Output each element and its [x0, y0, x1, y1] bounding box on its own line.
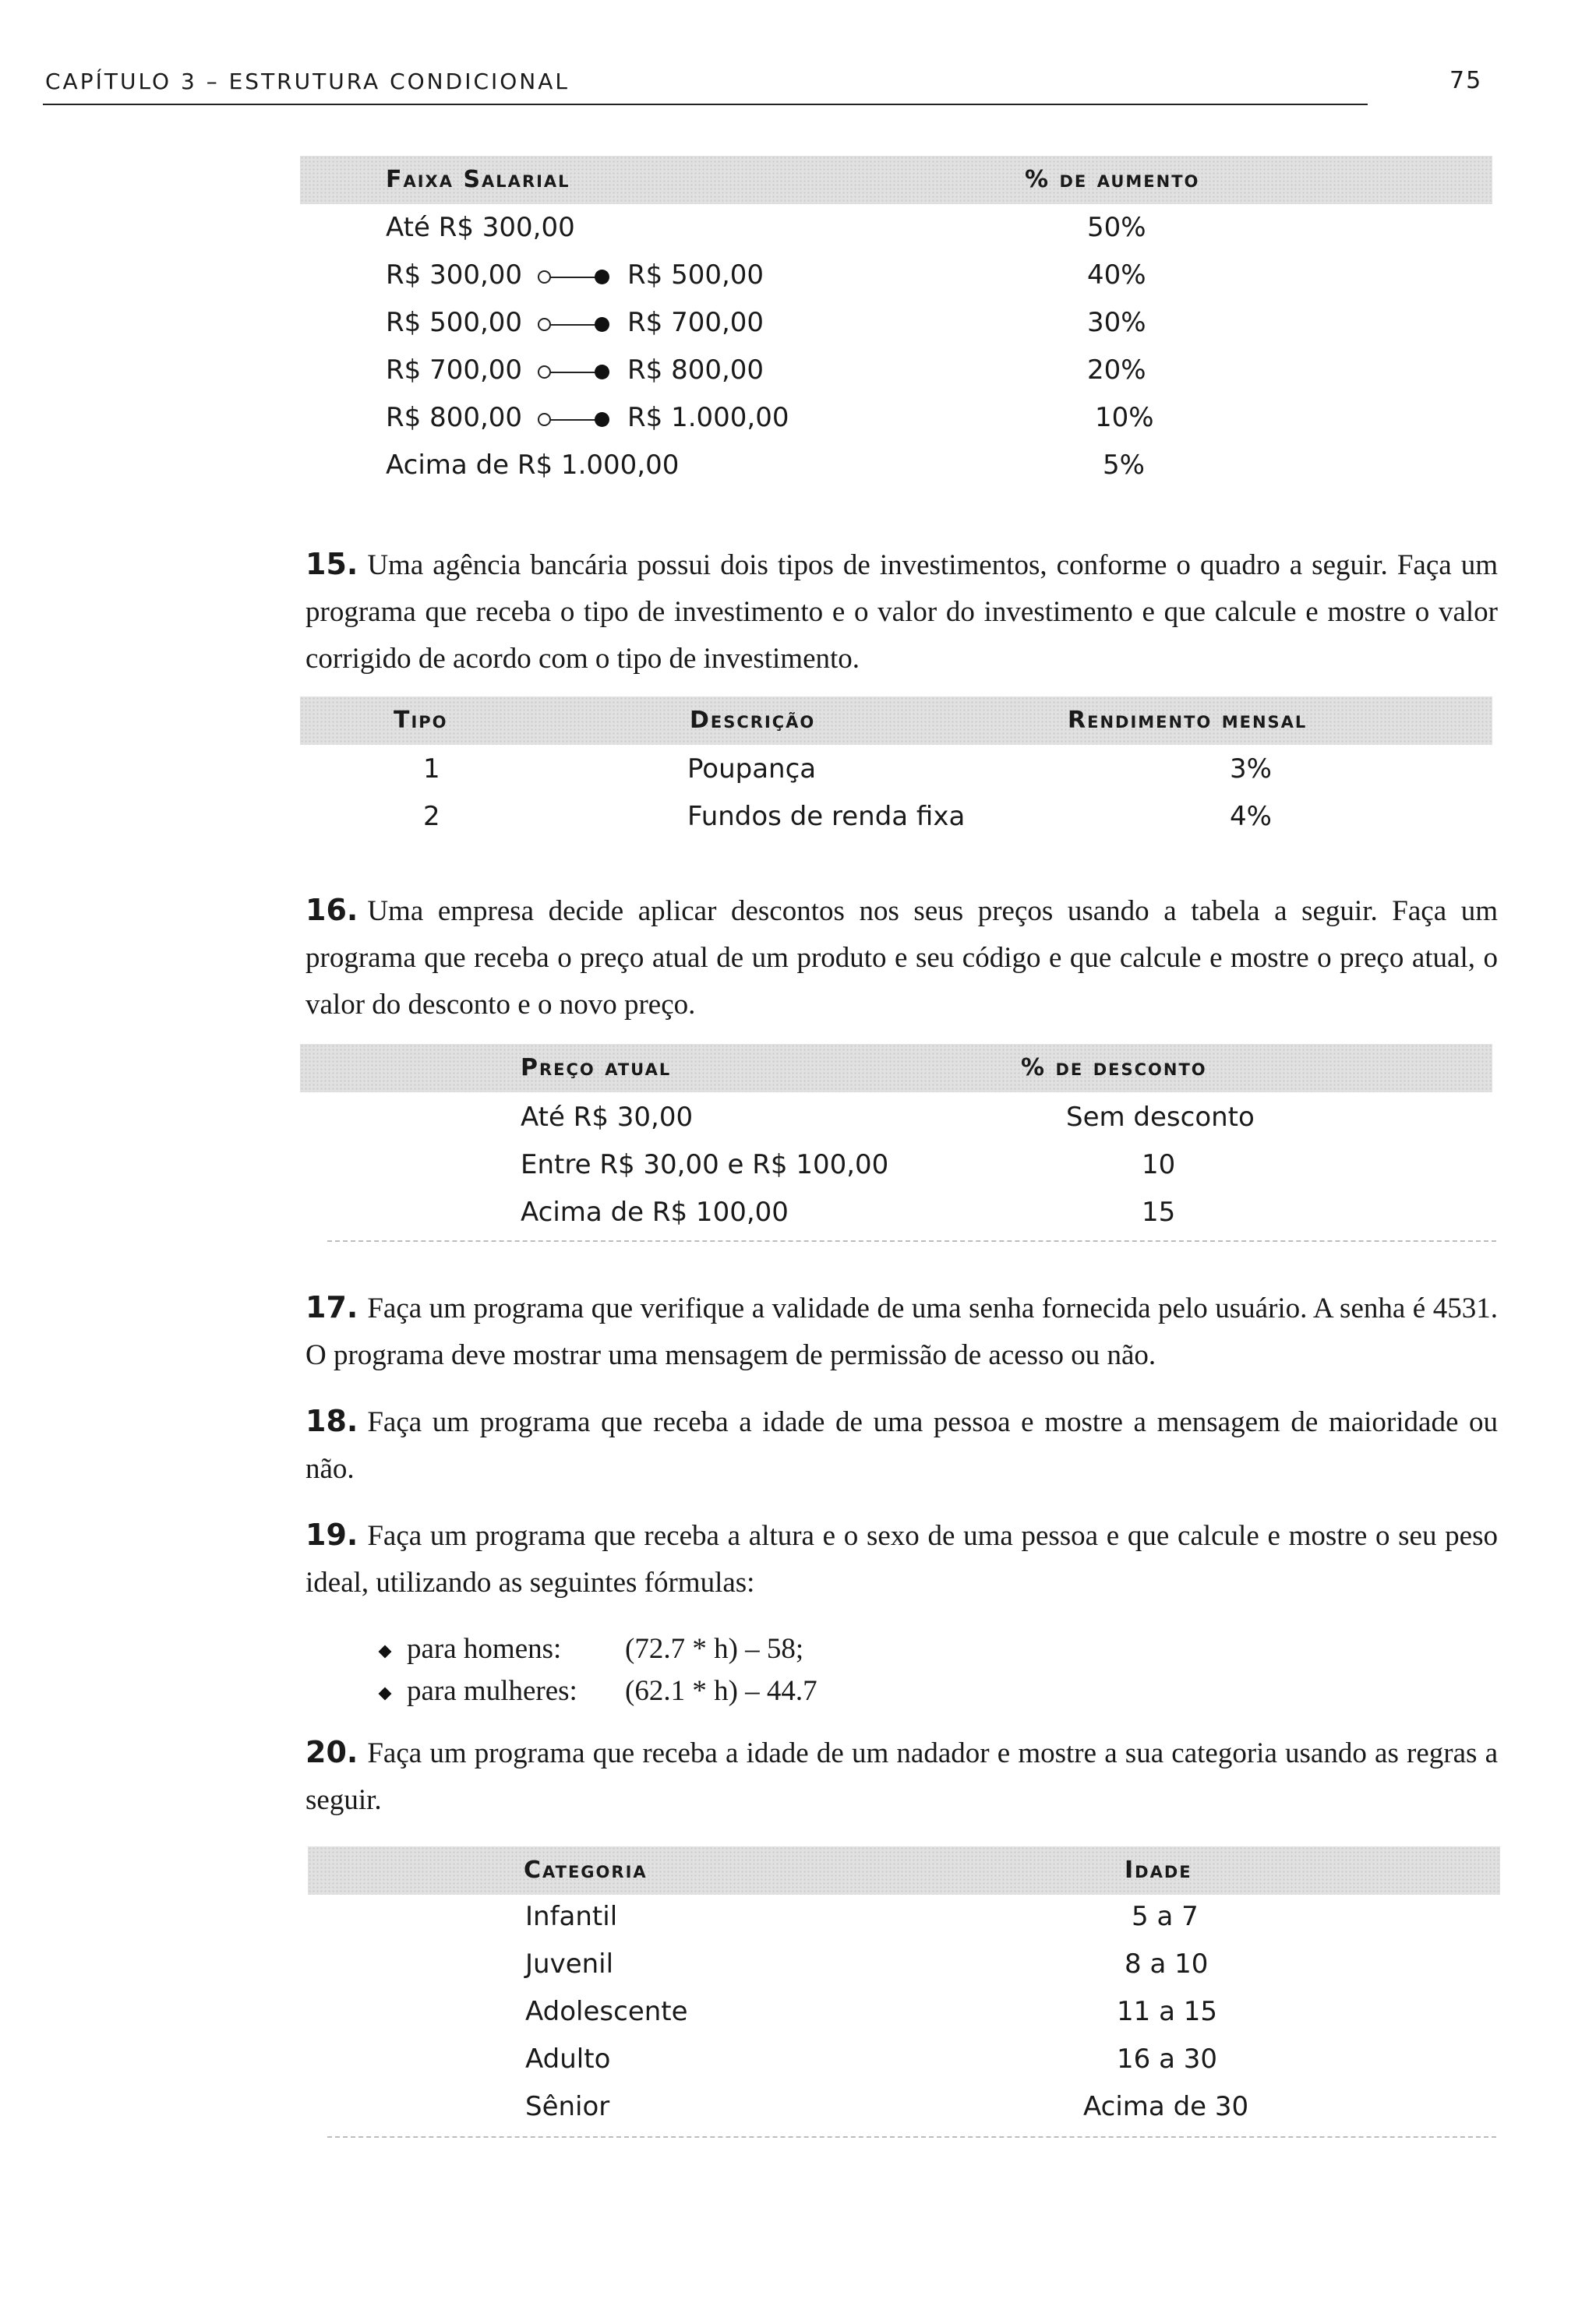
table-cell: 3%: [1230, 753, 1272, 785]
exercise-number: 16.: [305, 893, 358, 927]
table-cell: 10%: [1095, 402, 1154, 433]
formula-expression: (62.1 * h) – 44.7: [625, 1675, 817, 1707]
exercise-19: [305, 1511, 1498, 1606]
exercise-text: Faça um programa que receba a idade de uma pessoa e mostre a mensagem de maioridade ou não.: [305, 1406, 1498, 1485]
exercise-text: Uma agência bancária possui dois tipos de investimentos, conforme o quadro a seguir. Faça um programa que receba o tipo de investimento e o valor do investimento e que calcule e mostre o valor corrigido de acordo com o tipo de investimento.: [305, 549, 1498, 675]
table-header-cell: % de desconto: [1021, 1054, 1207, 1081]
table-cell: 8 a 10: [1125, 1948, 1209, 1980]
formula-expression: (72.7 * h) – 58;: [625, 1633, 804, 1665]
table-header-cell: Categoria: [524, 1857, 648, 1884]
table-cell: Acima de R$ 1.000,00: [386, 450, 680, 481]
exercise-text: Faça um programa que verifique a validade de uma senha fornecida pelo usuário. A senha é 4531. O programa deve mostrar uma mensagem de permissão de acesso ou não.: [305, 1292, 1498, 1371]
diamond-bullet-icon: [379, 1645, 392, 1658]
table-cell: Infantil: [525, 1901, 618, 1932]
filled-circle-icon: [595, 317, 609, 332]
formula-label: para homens:: [407, 1633, 562, 1665]
filled-circle-icon: [595, 412, 609, 427]
table-cell: Fundos de renda fixa: [687, 801, 966, 832]
formula-item: [380, 1668, 817, 1715]
table-cell: 50%: [1087, 212, 1146, 243]
table-cell: 15: [1142, 1197, 1176, 1228]
table-bottom-rule: [327, 1240, 1496, 1242]
table-cell: R$ 1.000,00: [627, 402, 789, 433]
range-connector: [538, 270, 609, 284]
exercise-number: 17.: [305, 1290, 358, 1324]
table-cell: Sem desconto: [1066, 1102, 1255, 1133]
table-cell: 16 a 30: [1117, 2044, 1217, 2075]
table-cell: Adulto: [525, 2044, 611, 2075]
table-header-band: [308, 1846, 1500, 1895]
table-cell: R$ 700,00: [386, 354, 523, 386]
table-cell: 10: [1142, 1149, 1176, 1180]
exercise-text: Uma empresa decide aplicar descontos nos seus preços usando a tabela a seguir. Faça um programa que receba o preço atual de um produto e seu código e que calcule e mostre o preço atual, o valor do desconto e o novo preço.: [305, 895, 1498, 1021]
exercise-number: 15.: [305, 547, 358, 581]
exercise-text: Faça um programa que receba a altura e o sexo de uma pessoa e que calcule e mostre o seu peso ideal, utilizando as seguintes fórmulas:: [305, 1520, 1498, 1599]
table-cell: R$ 500,00: [386, 307, 523, 338]
table-cell: 5 a 7: [1132, 1901, 1199, 1932]
exercise-18: [305, 1398, 1498, 1493]
table-header-cell: Tipo: [394, 707, 448, 734]
formula-item: [380, 1626, 803, 1673]
table-header-cell: Faixa Salarial: [386, 166, 570, 193]
table-header-cell: Idade: [1125, 1857, 1192, 1884]
table-cell: Adolescente: [525, 1996, 688, 2027]
table-cell: Acima de R$ 100,00: [521, 1197, 789, 1228]
table-header-band: [300, 1044, 1492, 1092]
table-header-cell: Rendimento mensal: [1068, 707, 1308, 734]
diamond-bullet-icon: [379, 1687, 392, 1700]
exercise-15: [305, 541, 1498, 682]
table-cell: 1: [423, 753, 440, 785]
header-rule: [43, 104, 1368, 105]
table-cell: R$ 800,00: [386, 402, 523, 433]
exercise-number: 19.: [305, 1518, 358, 1552]
table-cell: 4%: [1230, 801, 1272, 832]
table-cell: R$ 800,00: [627, 354, 764, 386]
table-header-cell: Preço atual: [521, 1054, 672, 1081]
table-cell: Sênior: [525, 2091, 610, 2122]
exercise-17: [305, 1284, 1498, 1379]
exercise-text: Faça um programa que receba a idade de um nadador e mostre a sua categoria usando as regras a seguir.: [305, 1737, 1498, 1816]
table-header-cell: % de aumento: [1025, 166, 1200, 193]
table-cell: Entre R$ 30,00 e R$ 100,00: [521, 1149, 889, 1180]
table-bottom-rule: [327, 2136, 1496, 2138]
range-connector: [538, 412, 609, 427]
table-cell: 20%: [1087, 354, 1146, 386]
table-cell: Juvenil: [525, 1948, 614, 1980]
table-header-band: [300, 696, 1492, 745]
table-cell: 40%: [1087, 259, 1146, 291]
table-cell: R$ 500,00: [627, 259, 764, 291]
exercise-number: 18.: [305, 1404, 358, 1438]
table-header-cell: Descrição: [690, 707, 816, 734]
table-cell: R$ 300,00: [386, 259, 523, 291]
filled-circle-icon: [595, 365, 609, 379]
exercise-number: 20.: [305, 1735, 358, 1769]
formula-label: para mulheres:: [407, 1675, 577, 1707]
table-cell: Acima de 30: [1083, 2091, 1249, 2122]
filled-circle-icon: [595, 270, 609, 284]
exercise-20: [305, 1729, 1498, 1824]
exercise-16: [305, 887, 1498, 1028]
table-cell: 5%: [1103, 450, 1145, 481]
range-connector: [538, 365, 609, 379]
chapter-title: CAPÍTULO 3 – ESTRUTURA CONDICIONAL: [45, 69, 570, 94]
table-cell: Até R$ 300,00: [386, 212, 575, 243]
table-cell: Poupança: [687, 753, 817, 785]
table-cell: 30%: [1087, 307, 1146, 338]
range-connector: [538, 317, 609, 332]
table-cell: 2: [423, 801, 440, 832]
page-number: 75: [1449, 67, 1483, 94]
table-cell: R$ 700,00: [627, 307, 764, 338]
table-cell: Até R$ 30,00: [521, 1102, 694, 1133]
table-cell: 11 a 15: [1117, 1996, 1217, 2027]
